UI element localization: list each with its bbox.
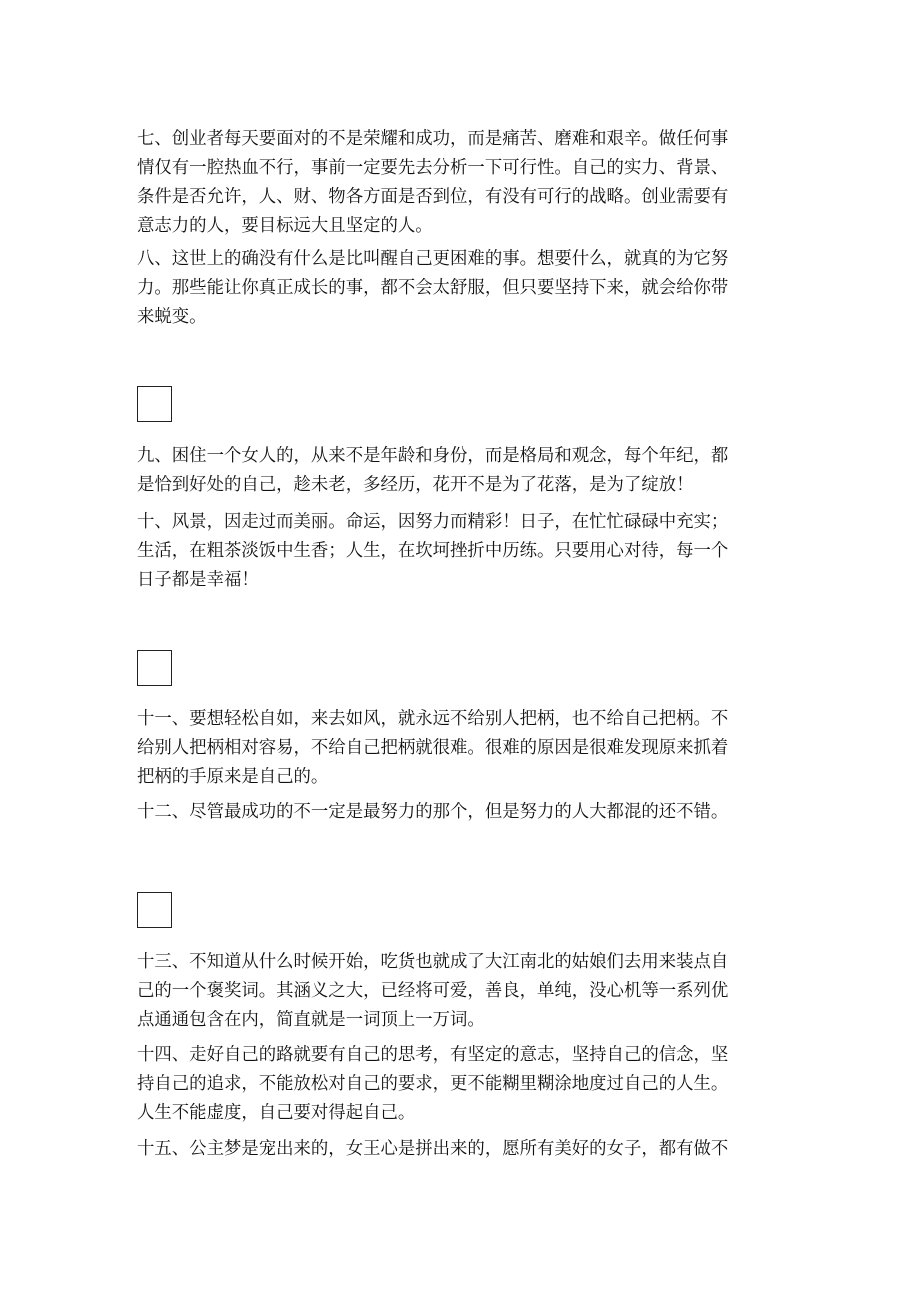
- paragraph-9: [137, 442, 777, 500]
- text-line: 情仅有一腔热血不行，事前一定要先去分析一下可行性。自己的实力、背景、: [137, 158, 729, 178]
- text-line: 意志力的人，要目标远大且坚定的人。: [137, 216, 433, 236]
- text-line: 七、创业者每天要面对的不是荣耀和成功，而是痛苦、磨难和艰辛。做任何事: [137, 129, 729, 149]
- text-line: 把柄的手原来是自己的。: [137, 767, 329, 787]
- text-line: 给别人把柄相对容易，不给自己把柄就很难。很难的原因是很难发现原来抓着: [137, 738, 729, 758]
- text-line: 人生不能虚度，自己要对得起自己。: [137, 1103, 416, 1123]
- text-line: 十、风景，因走过而美丽。命运，因努力而精彩！日子，在忙忙碌碌中充实；: [137, 512, 729, 532]
- text-line: 条件是否允许，人、财、物各方面是否到位，有没有可行的战略。创业需要有: [137, 187, 729, 207]
- text-line: 是恰到好处的自己，趁未老，多经历，花开不是为了花落，是为了绽放！: [137, 475, 694, 495]
- text-line: 八、这世上的确没有什么是比叫醒自己更困难的事。想要什么，就真的为它努: [137, 249, 729, 269]
- paragraph-12: [137, 798, 777, 827]
- paragraph-11: [137, 705, 777, 792]
- empty-box: [137, 892, 172, 928]
- paragraph-13: [137, 948, 777, 1035]
- text-line: 十五、公主梦是宠出来的，女王心是拼出来的，愿所有美好的女子，都有做不: [137, 1139, 729, 1159]
- empty-box: [137, 650, 172, 686]
- text-line: 持自己的追求，不能放松对自己的要求，更不能糊里糊涂地度过自己的人生。: [137, 1074, 729, 1094]
- paragraph-8: [137, 245, 777, 332]
- text-line: 生活，在粗茶淡饭中生香；人生，在坎坷挫折中历练。只要用心对待，每一个: [137, 541, 729, 561]
- text-line: 九、困住一个女人的，从来不是年龄和身份，而是格局和观念，每个年纪，都: [137, 446, 729, 466]
- text-line: 十三、不知道从什么时候开始，吃货也就成了大江南北的姑娘们去用来装点自: [137, 952, 729, 972]
- text-line: 力。那些能让你真正成长的事，都不会太舒服，但只要坚持下来，就会给你带: [137, 278, 729, 298]
- empty-box: [137, 386, 172, 422]
- text-line: 己的一个褒奖词。其涵义之大，已经将可爱，善良，单纯，没心机等一系列优: [137, 981, 729, 1001]
- text-line: 点通通包含在内，简直就是一词顶上一万词。: [137, 1010, 485, 1030]
- paragraph-10: [137, 508, 777, 595]
- text-line: 来蜕变。: [137, 307, 207, 327]
- text-line: 日子都是幸福！: [137, 570, 259, 590]
- text-line: 十二、尽管最成功的不一定是最努力的那个，但是努力的人大都混的还不错。: [137, 802, 729, 822]
- text-line: 十四、走好自己的路就要有自己的思考，有坚定的意志，坚持自己的信念，坚: [137, 1045, 729, 1065]
- text-line: 十一、要想轻松自如，来去如风，就永远不给别人把柄，也不给自己把柄。不: [137, 709, 729, 729]
- paragraph-15: [137, 1135, 777, 1164]
- paragraph-14: [137, 1041, 777, 1128]
- paragraph-7: [137, 125, 777, 241]
